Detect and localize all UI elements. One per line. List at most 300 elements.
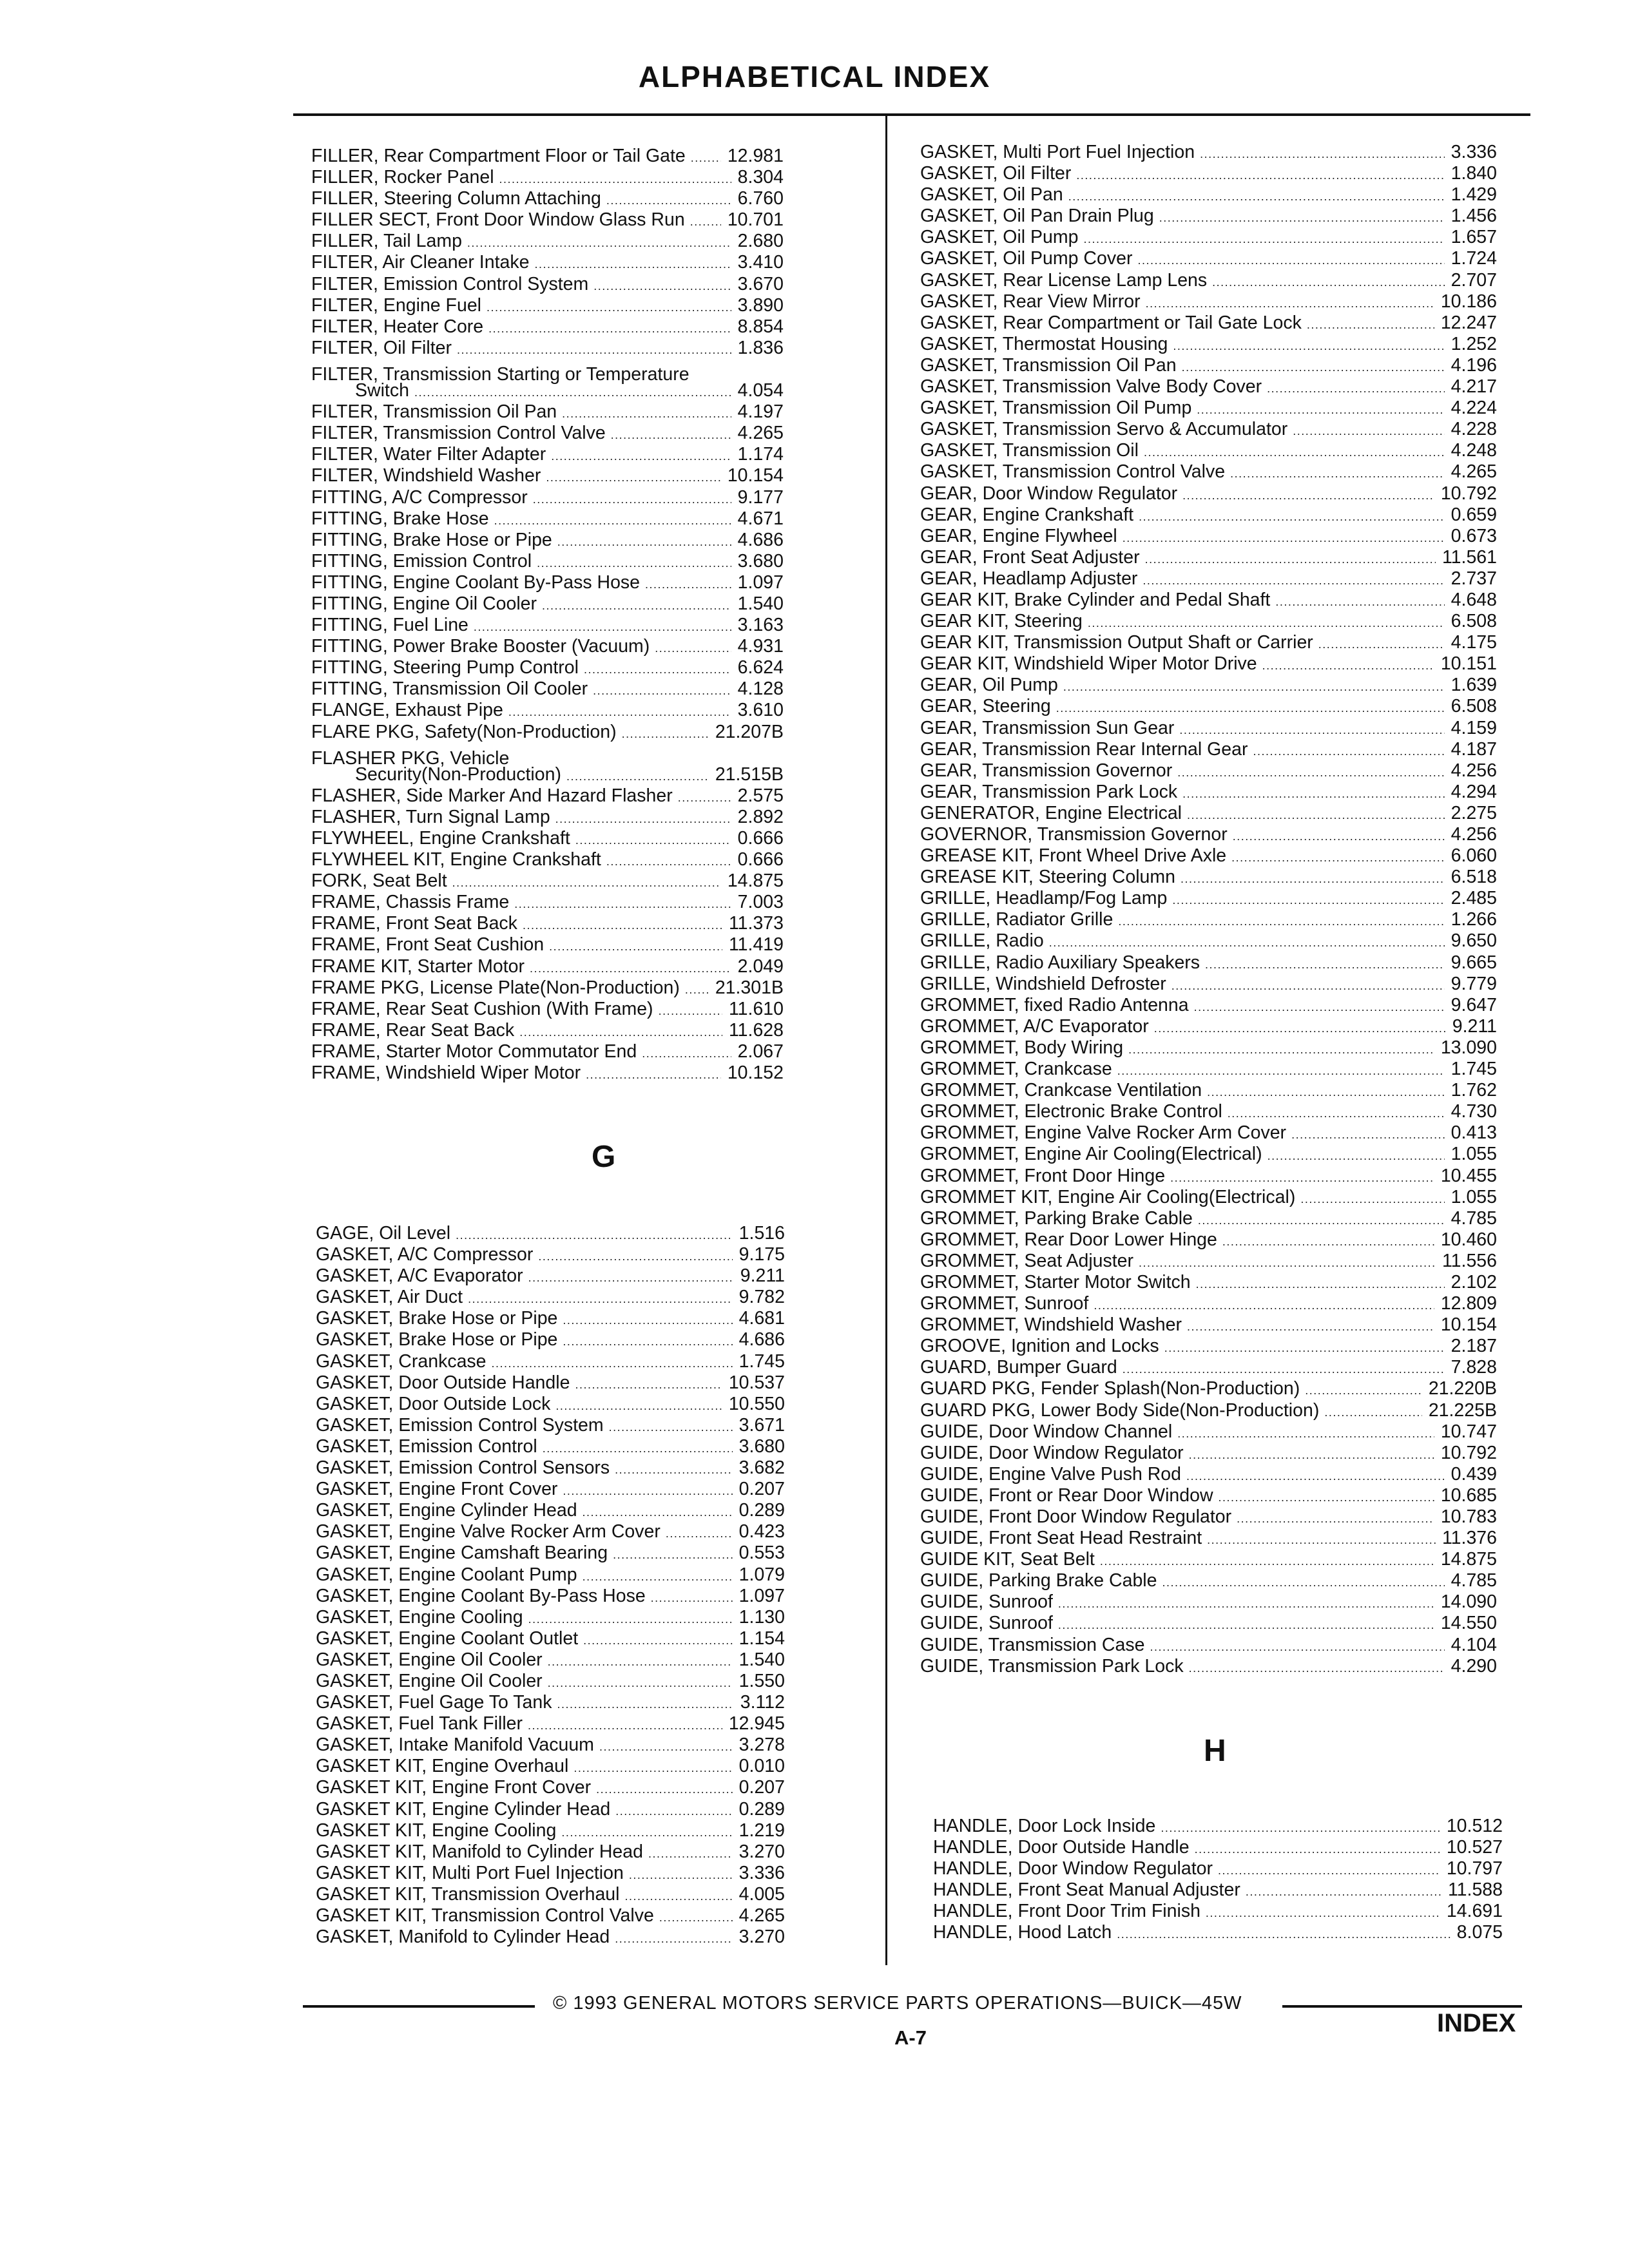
dot-leader: [1117, 1924, 1450, 1945]
entry-part-name: GEAR, Engine Crankshaft: [920, 504, 1134, 525]
entry-part-name: FRAME, Rear Seat Cushion (With Frame): [311, 998, 653, 1019]
entry-part-name: GUIDE, Front or Rear Door Window: [920, 1485, 1213, 1506]
entry-page-reference: 4.785: [1451, 1570, 1497, 1591]
index-entry: [316, 1479, 785, 1500]
entry-page-reference: 4.785: [1451, 1207, 1497, 1229]
entry-part-name: FILTER, Windshield Washer: [311, 465, 541, 486]
entry-page-reference: 1.745: [738, 1350, 785, 1372]
index-entry: [920, 312, 1497, 334]
dot-leader: [1196, 1274, 1445, 1295]
dot-leader: [514, 894, 731, 915]
index-entry: [933, 1816, 1503, 1837]
dot-leader: [690, 211, 721, 233]
dot-leader: [528, 1715, 722, 1736]
index-entry: [920, 1080, 1497, 1101]
entry-part-name: GASKET, Engine Valve Rocker Arm Cover: [316, 1521, 660, 1542]
index-entry: [311, 785, 784, 807]
entry-part-name: FILLER, Steering Column Attaching: [311, 188, 601, 209]
entry-part-name: HANDLE, Door Outside Handle: [933, 1837, 1190, 1858]
dot-leader: [1187, 1316, 1434, 1338]
index-entry: [316, 1671, 785, 1692]
entry-part-name: GASKET, Engine Cylinder Head: [316, 1500, 577, 1521]
entry-part-name: FLASHER, Turn Signal Lamp: [311, 806, 550, 827]
dot-leader: [487, 297, 731, 318]
entry-part-name: GOVERNOR, Transmission Governor: [920, 824, 1228, 845]
dot-leader: [629, 1865, 733, 1886]
entry-page-reference: 1.745: [1451, 1059, 1497, 1080]
entry-page-reference: 6.508: [1451, 696, 1497, 717]
index-entry: [316, 1586, 785, 1607]
entry-page-reference: 14.691: [1446, 1901, 1503, 1922]
entry-page-reference: 10.512: [1446, 1816, 1503, 1836]
entry-page-reference: 11.561: [1441, 546, 1497, 568]
entry-page-reference: 4.228: [1451, 419, 1497, 440]
index-entry: [311, 1062, 784, 1084]
index-entry: [311, 530, 784, 551]
index-entry: [316, 1756, 785, 1777]
dot-leader: [561, 1822, 732, 1843]
entry-part-name: HANDLE, Hood Latch: [933, 1922, 1112, 1943]
entry-page-reference: 0.423: [738, 1521, 785, 1542]
dot-leader: [534, 254, 731, 275]
index-entry: [311, 870, 784, 892]
index-entry: [311, 252, 784, 273]
entry-part-name: FILTER, Engine Fuel: [311, 294, 482, 316]
entry-page-reference: 3.680: [738, 1436, 785, 1457]
dot-leader: [563, 1310, 732, 1331]
entry-part-name: FILLER, Rocker Panel: [311, 167, 494, 188]
entry-part-name: FITTING, Brake Hose or Pipe: [311, 529, 552, 550]
dot-leader: [1173, 336, 1444, 357]
entry-part-name: GEAR, Oil Pump: [920, 675, 1058, 696]
dot-leader: [1189, 1445, 1434, 1466]
index-entry: [316, 1415, 785, 1436]
footer-copyright: © 1993 GENERAL MOTORS SERVICE PARTS OPERATIONS—BUICK—45W: [553, 1993, 1242, 2013]
index-entry: [920, 760, 1497, 782]
dot-leader: [691, 148, 721, 169]
dot-leader: [1300, 1189, 1444, 1210]
index-entry: [920, 653, 1497, 675]
dot-leader: [533, 489, 731, 510]
dot-leader: [583, 1502, 733, 1523]
dot-leader: [1228, 1103, 1445, 1124]
entry-page-reference: 1.219: [738, 1820, 785, 1841]
entry-part-name: GUIDE, Sunroof: [920, 1613, 1053, 1634]
index-entry: [311, 508, 784, 530]
entry-part-name: GROMMET, Front Door Hinge: [920, 1165, 1166, 1186]
dot-leader: [1293, 421, 1444, 442]
dot-leader: [543, 1438, 733, 1459]
dot-leader: [615, 1928, 732, 1950]
dot-leader: [1324, 1402, 1422, 1423]
index-entry: [311, 231, 784, 252]
left-column-g-entries: [316, 1223, 785, 1948]
entry-page-reference: 21.225B: [1428, 1399, 1497, 1421]
index-entry: [920, 1101, 1497, 1122]
index-entry: [920, 1208, 1497, 1229]
entry-part-name: GASKET, Oil Pump Cover: [920, 248, 1133, 269]
footer-rule-left: [303, 2005, 535, 2008]
entry-page-reference: 14.875: [727, 870, 784, 892]
index-entry: [316, 1287, 785, 1308]
entry-part-name: GASKET, Manifold to Cylinder Head: [316, 1927, 610, 1948]
index-entry: [920, 1464, 1497, 1485]
entry-page-reference: 4.054: [737, 380, 784, 401]
dot-leader: [494, 510, 731, 532]
dot-leader: [488, 318, 731, 340]
entry-page-reference: 4.128: [737, 678, 784, 700]
entry-page-reference: 6.508: [1451, 611, 1497, 632]
entry-page-reference: 11.419: [728, 934, 784, 956]
dot-leader: [609, 1417, 733, 1438]
dot-leader: [678, 787, 731, 809]
entry-part-name: GUIDE, Transmission Case: [920, 1634, 1145, 1655]
entry-page-reference: 1.540: [738, 1649, 785, 1670]
entry-page-reference: 12.945: [728, 1713, 785, 1735]
dot-leader: [1056, 698, 1445, 719]
entry-part-name: GUIDE, Transmission Park Lock: [920, 1655, 1184, 1677]
dot-leader: [563, 1331, 732, 1352]
entry-page-reference: 3.890: [737, 294, 784, 316]
entry-page-reference: 1.840: [1451, 163, 1497, 184]
entry-page-reference: 3.680: [737, 550, 784, 572]
dot-leader: [1207, 1082, 1445, 1103]
index-entry: [311, 743, 784, 769]
index-entry: [920, 1016, 1497, 1037]
entry-part-name: GASKET, Door Outside Handle: [316, 1372, 570, 1393]
entry-page-reference: 10.701: [727, 209, 784, 231]
index-entry: [920, 461, 1497, 483]
entry-part-name: GASKET, Transmission Oil Pump: [920, 398, 1192, 419]
entry-page-reference: 8.075: [1456, 1922, 1503, 1943]
dot-leader: [1117, 1061, 1445, 1082]
index-entry: [920, 1400, 1497, 1421]
dot-leader: [575, 1374, 722, 1396]
entry-part-name: GENERATOR, Engine Electrical: [920, 802, 1182, 823]
entry-part-name: GEAR KIT, Brake Cylinder and Pedal Shaft: [920, 589, 1271, 610]
dot-leader: [555, 809, 731, 830]
dot-leader: [1146, 293, 1434, 314]
dot-leader: [1268, 1146, 1445, 1167]
entry-part-name: GASKET, Transmission Oil: [920, 440, 1139, 461]
entry-part-name: GASKET, Emission Control: [316, 1436, 537, 1457]
index-entry: [316, 1628, 785, 1649]
dot-leader: [1275, 591, 1444, 613]
entry-page-reference: 9.177: [737, 486, 784, 508]
index-entry: [933, 1901, 1503, 1922]
dot-leader: [1253, 741, 1444, 762]
dot-leader: [1058, 1615, 1434, 1636]
entry-part-name: GASKET, Oil Pan Drain Plug: [920, 206, 1154, 227]
dot-leader: [596, 1779, 733, 1800]
dot-leader: [584, 659, 731, 680]
entry-part-name: GASKET, Multi Port Fuel Injection: [920, 142, 1195, 162]
index-entry: [920, 718, 1497, 739]
index-entry: [920, 1506, 1497, 1528]
entry-page-reference: 6.760: [737, 188, 784, 209]
entry-page-reference: 3.336: [738, 1862, 785, 1883]
dot-leader: [1187, 805, 1445, 826]
column-divider: [885, 116, 887, 1965]
entry-part-name: GUIDE, Front Door Window Regulator: [920, 1506, 1232, 1527]
dot-leader: [528, 1609, 733, 1630]
dot-leader: [659, 1907, 733, 1928]
entry-part-name: GASKET, Rear License Lamp Lens: [920, 269, 1208, 291]
dot-leader: [549, 936, 722, 957]
dot-leader: [1159, 207, 1445, 229]
entry-page-reference: 4.175: [1451, 632, 1497, 653]
entry-page-reference: 1.130: [738, 1606, 785, 1628]
index-entry: [316, 1457, 785, 1479]
index-entry: [920, 845, 1497, 867]
entry-page-reference: 4.196: [1451, 354, 1497, 376]
index-entry: [920, 355, 1497, 376]
index-entry: [316, 1351, 785, 1372]
entry-part-name: FILLER SECT, Front Door Window Glass Run: [311, 209, 685, 231]
index-entry: [311, 722, 784, 743]
dot-leader: [1230, 463, 1445, 485]
entry-page-reference: 4.197: [737, 401, 784, 423]
dot-leader: [508, 702, 731, 723]
dot-leader: [1094, 1295, 1434, 1316]
index-entry: [920, 270, 1497, 291]
entry-page-reference: 4.686: [737, 529, 784, 550]
dot-leader: [1307, 314, 1434, 336]
dot-leader: [586, 1064, 721, 1086]
dot-leader: [528, 1267, 734, 1289]
dot-leader: [1267, 378, 1445, 399]
entry-part-name: FITTING, Power Brake Booster (Vacuum): [311, 636, 650, 657]
dot-leader: [555, 1396, 722, 1417]
entry-page-reference: 10.792: [1440, 483, 1497, 504]
dot-leader: [492, 1353, 733, 1374]
dot-leader: [557, 1694, 733, 1715]
dot-leader: [593, 680, 731, 702]
index-entry: [920, 675, 1497, 696]
dot-leader: [452, 872, 721, 894]
index-entry: [311, 977, 784, 999]
index-entry: [933, 1837, 1503, 1858]
dot-leader: [648, 1843, 733, 1865]
dot-leader: [1154, 1018, 1446, 1039]
entry-page-reference: 0.413: [1451, 1122, 1497, 1144]
entry-page-reference: 11.376: [1441, 1528, 1497, 1549]
dot-leader: [562, 403, 731, 425]
entry-part-name: FLANGE, Exhaust Pipe: [311, 700, 503, 721]
entry-part-name: FRAME, Front Seat Cushion: [311, 934, 545, 956]
index-entry: [311, 188, 784, 209]
entry-part-name: GROMMET, Parking Brake Cable: [920, 1207, 1193, 1229]
index-entry: [311, 1041, 784, 1062]
dot-leader: [519, 1022, 722, 1043]
entry-page-reference: 2.275: [1451, 802, 1497, 823]
dot-leader: [583, 1566, 733, 1588]
index-entry: [311, 338, 784, 359]
dot-leader: [468, 1289, 733, 1310]
dot-leader: [695, 359, 777, 380]
dot-leader: [1128, 1039, 1434, 1061]
dot-leader: [1237, 1508, 1434, 1530]
entry-part-name: GASKET, Brake Hose or Pipe: [316, 1308, 558, 1329]
index-entry: [920, 1656, 1497, 1677]
entry-page-reference: 11.610: [728, 998, 784, 1019]
entry-part-name: GROMMET, Rear Door Lower Hinge: [920, 1229, 1217, 1250]
index-entry: [920, 1059, 1497, 1080]
index-entry: [311, 167, 784, 188]
index-entry: [311, 1020, 784, 1041]
entry-page-reference: 4.681: [738, 1308, 785, 1329]
entry-page-reference: 1.456: [1451, 206, 1497, 227]
entry-part-name: GASKET, Transmission Oil Pan: [920, 354, 1177, 376]
entry-page-reference: 10.537: [728, 1372, 785, 1393]
entry-part-name: GASKET, Door Outside Lock: [316, 1393, 551, 1414]
dot-leader: [514, 743, 777, 764]
entry-part-name: FILTER, Oil Filter: [311, 337, 452, 358]
entry-part-name: GUARD, Bumper Guard: [920, 1357, 1117, 1378]
entry-part-name: GEAR, Transmission Park Lock: [920, 781, 1178, 802]
index-entry: [920, 1485, 1497, 1506]
entry-page-reference: 3.163: [737, 615, 784, 636]
entry-part-name: GASKET, Emission Control System: [316, 1414, 604, 1436]
entry-part-name: GROMMET, Crankcase: [920, 1059, 1112, 1080]
entry-part-name: GASKET, Engine Oil Cooler: [316, 1649, 543, 1670]
entry-page-reference: 2.680: [737, 231, 784, 252]
index-entry: [920, 1635, 1497, 1656]
dot-leader: [1172, 890, 1444, 911]
dot-leader: [537, 553, 731, 574]
index-entry: [920, 505, 1497, 526]
dot-leader: [1182, 357, 1445, 378]
entry-part-name: GUIDE, Door Window Regulator: [920, 1442, 1184, 1463]
entry-part-name: FORK, Seat Belt: [311, 870, 447, 892]
entry-part-name: GASKET, Rear View Mirror: [920, 291, 1141, 312]
entry-page-reference: 4.104: [1451, 1634, 1497, 1655]
dot-leader: [1137, 250, 1444, 271]
entry-part-name: FRAME, Chassis Frame: [311, 892, 510, 913]
dot-leader: [548, 1673, 733, 1694]
entry-page-reference: 0.010: [738, 1756, 785, 1777]
entry-page-reference: 0.666: [737, 828, 784, 849]
entry-part-name: FITTING, Engine Coolant By-Pass Hose: [311, 572, 641, 593]
entry-page-reference: 10.455: [1440, 1165, 1497, 1186]
entry-page-reference: 0.207: [738, 1479, 785, 1500]
index-entry: [933, 1922, 1503, 1943]
index-entry: [311, 401, 784, 423]
dot-leader: [1179, 720, 1444, 741]
entry-part-name: GROOVE, Ignition and Locks: [920, 1336, 1159, 1357]
right-column-h-entries: [933, 1816, 1503, 1944]
entry-page-reference: 1.550: [738, 1670, 785, 1691]
entry-page-reference: 4.671: [737, 508, 784, 529]
dot-leader: [538, 1246, 732, 1267]
dot-leader: [548, 1651, 733, 1673]
entry-part-name: GASKET, Fuel Tank Filler: [316, 1713, 523, 1735]
dot-leader: [685, 979, 709, 1001]
index-entry: [920, 291, 1497, 312]
entry-part-name: GRILLE, Radio Auxiliary Speakers: [920, 952, 1200, 973]
dot-leader: [1197, 399, 1444, 421]
entry-page-reference: 2.485: [1451, 888, 1497, 909]
index-entry: [920, 632, 1497, 653]
entry-part-name: FILTER, Transmission Starting or Temperature: [311, 364, 689, 385]
index-entry: [920, 398, 1497, 419]
dot-leader: [1291, 1124, 1445, 1146]
index-entry: [316, 1265, 785, 1287]
dot-leader: [593, 276, 731, 297]
dot-leader: [645, 574, 731, 595]
entry-page-reference: 4.248: [1451, 440, 1497, 461]
dot-leader: [456, 1225, 733, 1246]
entry-page-reference: 1.252: [1451, 333, 1497, 354]
entry-part-name: GASKET, Oil Pan: [920, 184, 1063, 206]
entry-page-reference: 14.550: [1440, 1613, 1497, 1634]
entry-part-name: GEAR, Headlamp Adjuster: [920, 568, 1138, 589]
entry-part-name: GROMMET, A/C Evaporator: [920, 1015, 1149, 1037]
entry-part-name: GASKET, Intake Manifold Vacuum: [316, 1735, 594, 1756]
index-entry: [920, 1570, 1497, 1591]
dot-leader: [655, 638, 731, 659]
dot-leader: [666, 1523, 733, 1544]
entry-part-name: FRAME, Front Seat Back: [311, 913, 517, 934]
dot-leader: [651, 1588, 733, 1609]
entry-part-name: GROMMET, Windshield Washer: [920, 1314, 1182, 1336]
entry-page-reference: 11.373: [728, 913, 784, 934]
index-entry: [920, 888, 1497, 909]
entry-page-reference: 14.090: [1440, 1591, 1497, 1613]
index-entry: [920, 909, 1497, 930]
dot-leader: [606, 190, 731, 211]
entry-part-name: Security(Non-Production): [355, 764, 561, 785]
entry-part-name: GASKET, Transmission Valve Body Cover: [920, 376, 1262, 398]
index-entry: [920, 163, 1497, 184]
entry-page-reference: 13.090: [1440, 1037, 1497, 1058]
index-entry: [920, 547, 1497, 568]
dot-leader: [1206, 1903, 1440, 1924]
entry-part-name: GASKET KIT, Transmission Control Valve: [316, 1905, 654, 1926]
dot-leader: [1200, 144, 1445, 165]
entry-page-reference: 10.186: [1440, 291, 1497, 312]
dot-leader: [1262, 655, 1434, 677]
index-entry: [311, 678, 784, 700]
right-column-entries: [920, 142, 1497, 1677]
entry-page-reference: 3.671: [738, 1414, 785, 1436]
entry-part-name: GASKET, A/C Compressor: [316, 1244, 534, 1265]
index-entry: [920, 930, 1497, 952]
index-entry: [920, 1166, 1497, 1187]
entry-part-name: GASKET, Emission Control Sensors: [316, 1457, 610, 1479]
index-entry: [920, 1378, 1497, 1399]
entry-page-reference: 3.278: [738, 1735, 785, 1756]
index-entry: [920, 1421, 1497, 1443]
index-entry: [920, 227, 1497, 248]
entry-page-reference: 1.639: [1451, 675, 1497, 696]
entry-part-name: GROMMET, Electronic Brake Control: [920, 1101, 1222, 1122]
dot-leader: [611, 425, 731, 446]
entry-page-reference: 10.152: [727, 1062, 784, 1084]
index-entry: [920, 1037, 1497, 1059]
section-letter-g: G: [592, 1140, 616, 1174]
index-entry: [920, 611, 1497, 632]
dot-leader: [642, 1043, 731, 1064]
entry-page-reference: 3.410: [737, 252, 784, 273]
entry-part-name: FILTER, Transmission Oil Pan: [311, 401, 557, 423]
index-entry: [316, 1244, 785, 1265]
index-entry: [920, 419, 1497, 440]
entry-part-name: FLASHER PKG, Vehicle: [311, 747, 510, 769]
entry-part-name: FILLER, Rear Compartment Floor or Tail Gate: [311, 146, 686, 166]
dot-leader: [1084, 229, 1445, 250]
entry-part-name: GROMMET, Starter Motor Switch: [920, 1271, 1191, 1293]
